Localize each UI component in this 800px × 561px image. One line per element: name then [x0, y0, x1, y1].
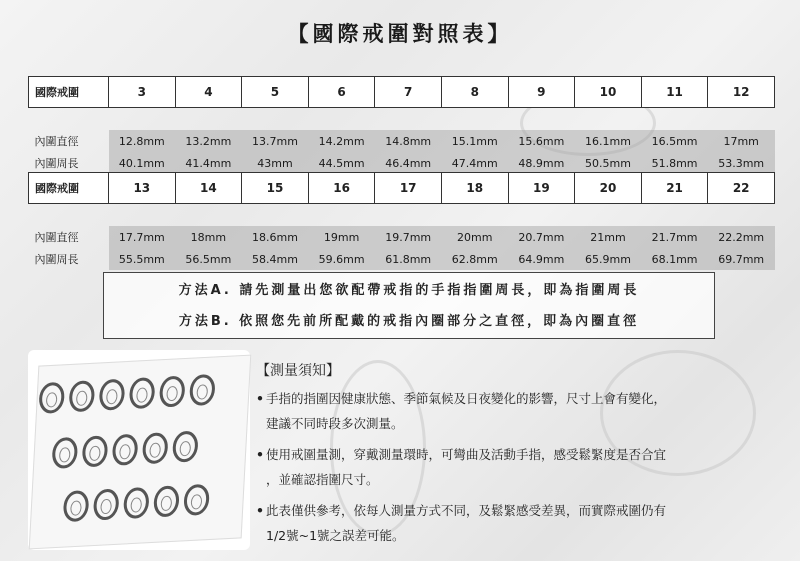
size-cell: 11 [641, 77, 708, 108]
sizer-loop-icon [40, 383, 64, 412]
size-cell: 5 [242, 77, 309, 108]
value-cell: 64.9mm [508, 248, 575, 270]
value-cell: 13.7mm [242, 130, 309, 152]
sizer-loop-icon [143, 434, 167, 463]
value-cell: 62.8mm [441, 248, 508, 270]
ring-size-table-2 [28, 172, 775, 270]
sizer-loop-icon [53, 438, 77, 467]
size-cell: 8 [441, 77, 508, 108]
diameter-row [29, 130, 775, 152]
notice-line: 此表僅供參考，依每人測量方式不同，及鬆緊感受差異，而實際戒圍仍有 [266, 503, 667, 518]
size-cell: 19 [508, 173, 575, 204]
size-cell: 22 [708, 173, 775, 204]
value-cell: 41.4mm [175, 152, 242, 174]
page-title: 【國際戒圍對照表】 [287, 22, 513, 46]
size-cell: 14 [175, 173, 242, 204]
row-label: 內圍直徑 [34, 231, 79, 244]
value-cell: 13.2mm [175, 130, 242, 152]
size-cell: 18 [441, 173, 508, 204]
value-cell: 40.1mm [109, 152, 176, 174]
value-cell: 21.7mm [641, 226, 708, 248]
value-cell: 20.7mm [508, 226, 575, 248]
size-cell: 10 [575, 77, 642, 108]
value-cell: 17mm [708, 130, 775, 152]
notice-title: 【測量須知】 [256, 363, 340, 379]
row-label: 內圍周長 [34, 157, 79, 170]
value-cell: 43mm [242, 152, 309, 174]
value-cell: 21mm [575, 226, 642, 248]
bullet-icon: • [256, 391, 264, 406]
method-b-text: 方法B. 依照您先前所配戴的戒指內圈部分之直徑，即為內圈直徑 [178, 314, 640, 329]
sizer-loop-icon [130, 379, 154, 408]
value-cell: 12.8mm [109, 130, 176, 152]
value-cell: 47.4mm [441, 152, 508, 174]
size-cell: 15 [242, 173, 309, 204]
value-cell: 20mm [441, 226, 508, 248]
row-label: 國際戒圍 [29, 77, 109, 108]
sizer-loop-icon [100, 380, 124, 409]
size-cell: 3 [109, 77, 176, 108]
value-cell: 14.8mm [375, 130, 442, 152]
notice-line: 1/2號~1號之誤差可能。 [266, 528, 405, 543]
value-cell: 61.8mm [375, 248, 442, 270]
notice-line: 手指的指圍因健康狀態、季節氣候及日夜變化的影響，尺寸上會有變化， [266, 391, 667, 406]
sizer-loop-icon [70, 382, 94, 411]
value-cell: 17.7mm [109, 226, 176, 248]
value-cell: 48.9mm [508, 152, 575, 174]
diameter-row [29, 226, 775, 248]
method-a-text: 方法A. 請先測量出您欲配帶戒指的手指指圍周長，即為指圍周長 [178, 283, 640, 298]
value-cell: 14.2mm [308, 130, 375, 152]
size-cell: 13 [109, 173, 176, 204]
value-cell: 44.5mm [308, 152, 375, 174]
size-cell: 21 [641, 173, 708, 204]
size-cell: 7 [375, 77, 442, 108]
row-label: 國際戒圍 [29, 173, 109, 204]
value-cell: 22.2mm [708, 226, 775, 248]
value-cell: 56.5mm [175, 248, 242, 270]
notice-line: 建議不同時段多次測量。 [266, 416, 404, 431]
sizer-loop-icon [113, 435, 137, 464]
value-cell: 19mm [308, 226, 375, 248]
bullet-icon: • [256, 503, 264, 518]
notice-list [256, 386, 776, 554]
value-cell: 15.1mm [441, 130, 508, 152]
value-cell: 53.3mm [708, 152, 775, 174]
sizer-loop-icon [155, 487, 179, 516]
circumference-row [29, 152, 775, 174]
sizer-loop-icon [94, 490, 118, 519]
notice-item [256, 386, 776, 436]
notice-item [256, 498, 776, 548]
sizer-loop-icon [160, 377, 184, 406]
row-label: 內圍直徑 [34, 135, 79, 148]
sizer-loop-icon [83, 437, 107, 466]
value-cell: 46.4mm [375, 152, 442, 174]
size-cell: 12 [708, 77, 775, 108]
sizer-loop-icon [174, 432, 198, 461]
value-cell: 55.5mm [109, 248, 176, 270]
ring-sizer-gauge-image [28, 350, 250, 550]
value-cell: 50.5mm [575, 152, 642, 174]
value-cell: 16.1mm [575, 130, 642, 152]
value-cell: 15.6mm [508, 130, 575, 152]
ring-sizer-sheet [29, 355, 252, 550]
measurement-methods-box [103, 272, 715, 339]
value-cell: 16.5mm [641, 130, 708, 152]
size-cell: 20 [575, 173, 642, 204]
sizer-loop-icon [64, 492, 88, 521]
value-cell: 18mm [175, 226, 242, 248]
size-row [29, 173, 775, 204]
bullet-icon: • [256, 447, 264, 462]
notice-line: 使用戒圍量測，穿戴測量環時，可彎曲及活動手指，感受鬆緊度是否合宜 [266, 447, 667, 462]
value-cell: 59.6mm [308, 248, 375, 270]
size-cell: 17 [375, 173, 442, 204]
value-cell: 58.4mm [242, 248, 309, 270]
value-cell: 69.7mm [708, 248, 775, 270]
sizer-loop-icon [185, 485, 209, 514]
sizer-loop-icon [191, 375, 215, 404]
ring-sizer-icon [30, 356, 250, 549]
value-cell: 18.6mm [242, 226, 309, 248]
size-cell: 6 [308, 77, 375, 108]
notice-item [256, 442, 776, 492]
ring-size-table-1 [28, 76, 775, 174]
value-cell: 19.7mm [375, 226, 442, 248]
size-row [29, 77, 775, 108]
sizer-loop-icon [125, 488, 149, 517]
value-cell: 51.8mm [641, 152, 708, 174]
notice-line: ，並確認指圍尺寸。 [266, 472, 379, 487]
size-cell: 16 [308, 173, 375, 204]
value-cell: 65.9mm [575, 248, 642, 270]
size-cell: 9 [508, 77, 575, 108]
size-cell: 4 [175, 77, 242, 108]
row-label: 內圍周長 [34, 253, 79, 266]
value-cell: 68.1mm [641, 248, 708, 270]
circumference-row [29, 248, 775, 270]
